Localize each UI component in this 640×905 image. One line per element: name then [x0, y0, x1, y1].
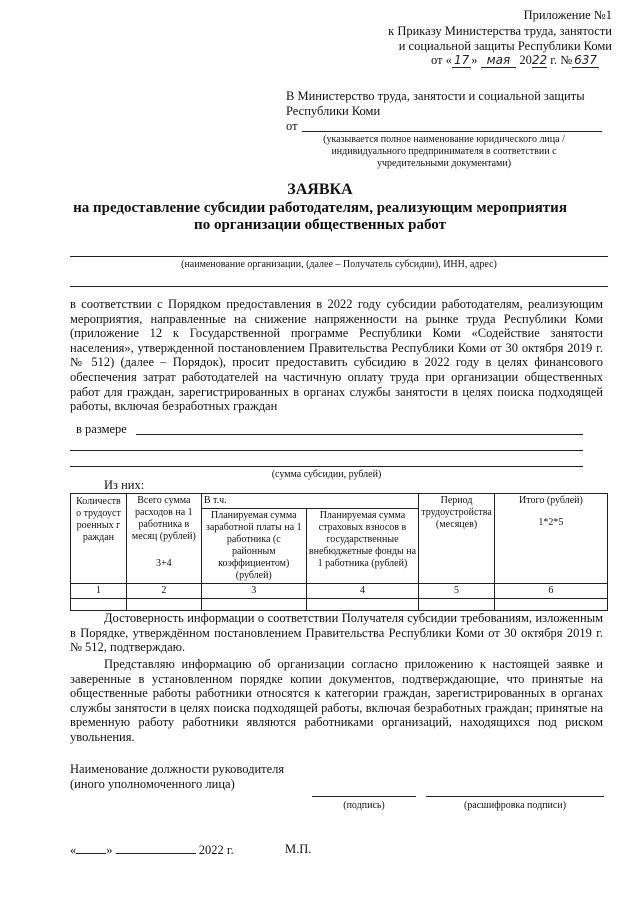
amount-label: в размере — [76, 422, 127, 436]
col-num-6: 6 — [494, 584, 607, 599]
date-day: 17 — [453, 53, 470, 67]
amount-line-3[interactable] — [70, 466, 583, 467]
col-header-4: Планируемая сумма страховых взносов в государственные внебюджетные фонды на 1 работника (рублей) — [306, 509, 419, 584]
date-year-prefix: 20 — [519, 53, 532, 67]
addressee-note-3: учредительными документами) — [376, 158, 512, 169]
cell-2[interactable] — [126, 599, 201, 611]
footer-open-quote: « — [70, 843, 77, 857]
position-label-2: (иного уполномоченного лица) — [70, 777, 235, 791]
col-header-3: Планируемая сумма заработной платы на 1 работника (с районным коэффициентом) (рублей) — [201, 509, 306, 584]
including-header: В т.ч. — [201, 494, 418, 509]
cell-3[interactable] — [201, 599, 306, 611]
addressee-line-1: В Министерство труда, занятости и социальной защиты — [286, 89, 585, 103]
org-note: (наименование организации, (далее – Получатель субсидии), ИНН, адрес) — [181, 259, 497, 270]
cell-4[interactable] — [306, 599, 419, 611]
document-subtitle-1: на предоставление субсидии работодателям, реализующим мероприятия — [73, 200, 567, 216]
signature-line[interactable] — [312, 796, 416, 797]
amount-line-1[interactable] — [136, 434, 583, 435]
table-data-row[interactable] — [71, 599, 608, 611]
position-label-1: Наименование должности руководителя — [70, 762, 285, 776]
footer-close-quote: » — [106, 843, 113, 857]
col-header-1: Количество трудоустроенных граждан — [71, 494, 127, 584]
col-num-5: 5 — [419, 584, 495, 599]
col-header-6: Итого (рублей) 1*2*5 — [494, 494, 607, 584]
body-paragraph: в соответствии с Порядком предоставления в 2022 году субсидии работодателям, реализующим мероприятия, направленные на снижение напряженности на рынке труда Республики Коми (приложение 12 к Государственной программе Республики Коми «Содействие занятости населения», утвержденной постановлением Правительства Республики Коми от 30 октября 2019 г. № 512) (далее – Порядок), просит предоставить субсидию в 2022 году в целях финансового обеспечения затрат работодателей на частичную оплату труда при организации общественных работ для граждан, зарегистрированных в органах службы занятости в целях поиска подходящей работы, включая безработных граждан — [70, 297, 603, 414]
addressee-note — [286, 134, 602, 170]
appendix-line-2: к Приказу Министерства труда, занятости — [388, 24, 612, 38]
col-num-4: 4 — [306, 584, 419, 599]
amount-note: (сумма субсидии, рублей) — [271, 469, 382, 480]
from-label: от — [286, 119, 298, 133]
document-title: ЗАЯВКА — [287, 181, 353, 198]
col-header-2: Всего сумма расходов на 1 работника в месяц (рублей) 3+4 — [126, 494, 201, 584]
table-number-row — [71, 584, 608, 599]
col-num-2: 2 — [126, 584, 201, 599]
cell-1[interactable] — [71, 599, 127, 611]
footer-year: 2022 г. — [198, 843, 234, 857]
subsidy-table — [70, 493, 608, 611]
cell-5[interactable] — [419, 599, 495, 611]
date-prefix: от « — [431, 53, 452, 67]
confirmation-paragraph: Достоверность информации о соответствии Получателя субсидии требованиям, изложенным в Порядке, утверждённом постановлением Правительства Республики Коми от 30 октября 2019 г. № 512, подтверждаю. — [70, 611, 603, 655]
stamp-label: М.П. — [285, 842, 312, 856]
footer-day-field[interactable] — [76, 842, 106, 854]
info-paragraph: Представляю информацию об организации согласно приложению к настоящей заявке и заверенные в установленном порядке копии документов, подтверждающие, что принятые на общественные работы работники относятся к категории граждан, зарегистрированных в органах службы занятости в целях поиска подходящей работы, включая безработных граждан; принятые на временную работу работники являются работниками организаций, находящихся под риском увольнения. — [70, 657, 603, 744]
of-them-label: Из них: — [104, 478, 145, 492]
cell-6[interactable] — [494, 599, 607, 611]
addressee-note-1: (указывается полное наименование юридического лица / — [323, 134, 565, 145]
amount-line-2[interactable] — [70, 450, 583, 451]
footer-month-field[interactable] — [116, 842, 196, 854]
appendix-line-3: и социальной защиты Республики Коми — [398, 39, 612, 53]
appendix-date-line: от « 17 » мая 2022 г. № 637 — [431, 53, 598, 67]
footer-date — [70, 842, 234, 858]
date-year: 22 — [531, 53, 548, 67]
col-num-3: 3 — [201, 584, 306, 599]
org-address-line[interactable] — [70, 286, 608, 287]
appendix-line-1: Приложение №1 — [523, 8, 612, 22]
date-month: мая — [481, 53, 517, 68]
col-header-5: Период трудоустройства (месяцев) — [419, 494, 495, 584]
col2-formula: 3+4 — [156, 558, 172, 569]
order-number: 637 — [574, 53, 598, 67]
addressee-line-2: Республики Коми — [286, 104, 381, 118]
date-suffix: г. № — [550, 53, 573, 67]
document-subtitle-2: по организации общественных работ — [194, 217, 446, 233]
col-num-1: 1 — [71, 584, 127, 599]
decode-line[interactable] — [426, 796, 604, 797]
signature-label: (подпись) — [343, 800, 385, 811]
col6-formula: 1*2*5 — [538, 517, 564, 528]
from-field-line[interactable] — [302, 131, 602, 132]
table-header-row-1 — [71, 494, 608, 509]
decode-label: (расшифровка подписи) — [463, 800, 567, 811]
org-name-line[interactable] — [70, 256, 608, 257]
addressee-note-2: индивидуального предпринимателя в соответствии с — [331, 146, 557, 157]
